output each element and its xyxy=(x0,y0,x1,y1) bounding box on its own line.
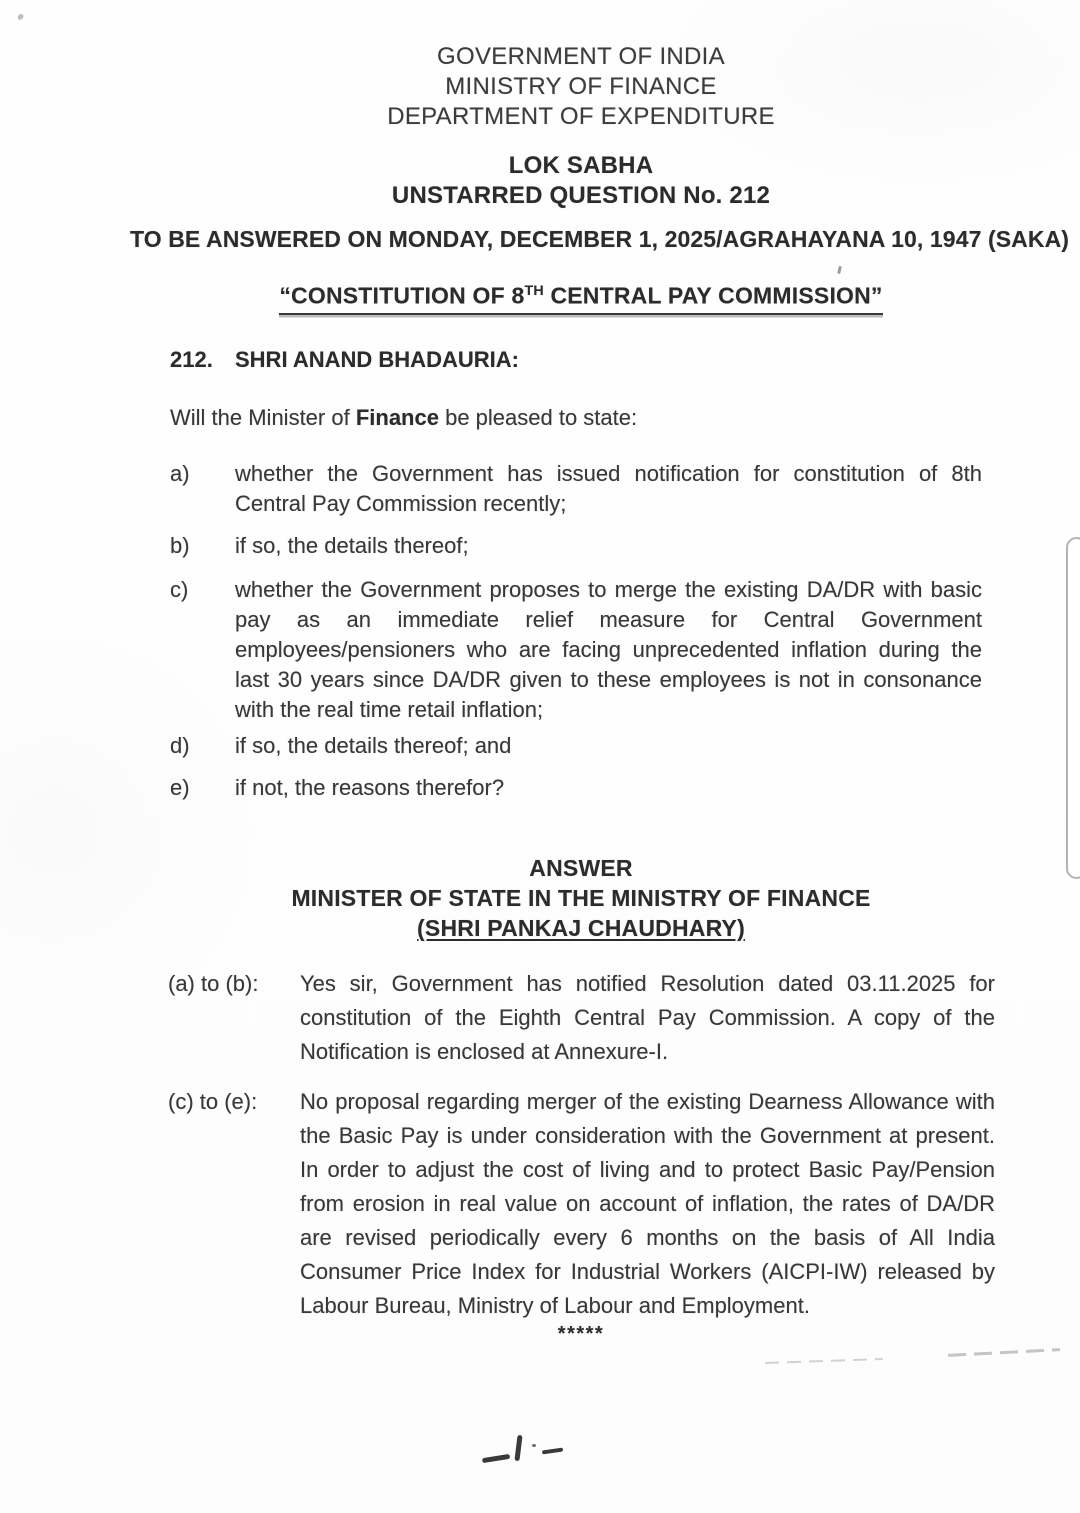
handwritten-page-number xyxy=(480,1432,590,1477)
response-a-to-b xyxy=(168,967,1032,1069)
minister-name: (SHRI PANKAJ CHAUDHARY) xyxy=(417,914,745,941)
question-item-c xyxy=(170,575,1032,725)
subject-wrap xyxy=(130,276,1032,315)
header-line-government: GOVERNMENT OF INDIA xyxy=(437,43,725,70)
item-marker-a: a) xyxy=(170,460,190,486)
subject-prefix: “CONSTITUTION OF 8 xyxy=(279,282,525,309)
subject-superscript: TH xyxy=(524,283,544,299)
handwritten-ink-dot xyxy=(532,1444,536,1447)
question-item-a xyxy=(170,459,1032,519)
scan-smudge-left xyxy=(765,1358,883,1364)
response-label-a-to-b: (a) to (b): xyxy=(168,970,259,996)
item-marker-d: d) xyxy=(170,732,190,758)
item-marker-c: c) xyxy=(170,576,189,602)
handwritten-right-dash xyxy=(542,1448,563,1454)
response-label-c-to-e: (c) to (e): xyxy=(168,1088,258,1114)
answer-date-line: TO BE ANSWERED ON MONDAY, DECEMBER 1, 2025/AGRAHAYANA 10, 1947 (SAKA) xyxy=(130,226,1070,252)
response-text-c-to-e: No proposal regarding merger of the existing Dearness Allowance with the Basic Pay is under consideration with the Government at present. In order to adjust the cost of living and to protect Basic Pay/Pension from erosion in real value on account of inflation, the rates of DA/DR are revised periodically every 6 months on the basis of All India Consumer Price Index for Industrial Workers (AICPI-IW) released by Labour Bureau, Ministry of Labour and Employment. xyxy=(300,1088,995,1318)
question-section xyxy=(170,345,1032,803)
header-line-ministry: MINISTRY OF FINANCE xyxy=(445,73,717,100)
member-name: SHRI ANAND BHADAURIA: xyxy=(235,346,519,372)
question-number-row xyxy=(170,345,1032,375)
header-line-department: DEPARTMENT OF EXPENDITURE xyxy=(387,103,775,130)
scrollbar-thumb[interactable] xyxy=(1066,537,1080,879)
question-intro xyxy=(170,403,1032,433)
question-item-d xyxy=(170,731,1032,761)
subject-title xyxy=(279,276,882,315)
item-text-e: if not, the reasons therefor? xyxy=(235,774,505,800)
handwritten-left-dash xyxy=(482,1454,510,1463)
question-item-e xyxy=(170,773,1032,803)
response-c-to-e xyxy=(168,1085,1032,1323)
minister-title: MINISTER OF STATE IN THE MINISTRY OF FINANCE xyxy=(291,884,871,911)
answer-heading: ANSWER xyxy=(529,854,633,881)
scan-smudge-right xyxy=(948,1348,1060,1356)
item-text-a: whether the Government has issued notification for constitution of 8th Central Pay Commission recently; xyxy=(235,460,982,516)
question-number-line: UNSTARRED QUESTION No. 212 xyxy=(391,182,771,209)
intro-prefix: Will the Minister of xyxy=(170,404,356,430)
answer-heading-block xyxy=(130,853,1032,943)
question-item-b xyxy=(170,531,1032,561)
end-of-document-stars: ***** xyxy=(557,1322,605,1345)
handwritten-digit-one xyxy=(514,1435,522,1461)
subject-suffix: CENTRAL PAY COMMISSION” xyxy=(543,282,883,309)
item-text-b: if so, the details thereof; xyxy=(235,532,469,558)
house-block xyxy=(130,151,1032,211)
response-text-a-to-b: Yes sir, Government has notified Resolution dated 03.11.2025 for constitution of the Eighth Central Pay Commission. A copy of the Notification is enclosed at Annexure-I. xyxy=(300,970,995,1064)
question-number: 212. xyxy=(170,346,213,372)
item-text-c: whether the Government proposes to merge the existing DA/DR with basic pay as an immediate relief measure for Central Government employees/pensioners who are facing unprecedented inflation during the last 30 years since DA/DR given to these employees is not in consonance with the real time retail inflation; xyxy=(235,576,982,722)
answer-responses xyxy=(168,967,1032,1323)
house-name: LOK SABHA xyxy=(508,152,654,179)
intro-suffix: be pleased to state: xyxy=(438,404,638,430)
government-header xyxy=(130,42,1032,132)
item-marker-b: b) xyxy=(170,532,190,558)
intro-ministry-bold: Finance xyxy=(355,404,439,430)
item-marker-e: e) xyxy=(170,774,190,800)
item-text-d: if so, the details thereof; and xyxy=(235,732,512,758)
